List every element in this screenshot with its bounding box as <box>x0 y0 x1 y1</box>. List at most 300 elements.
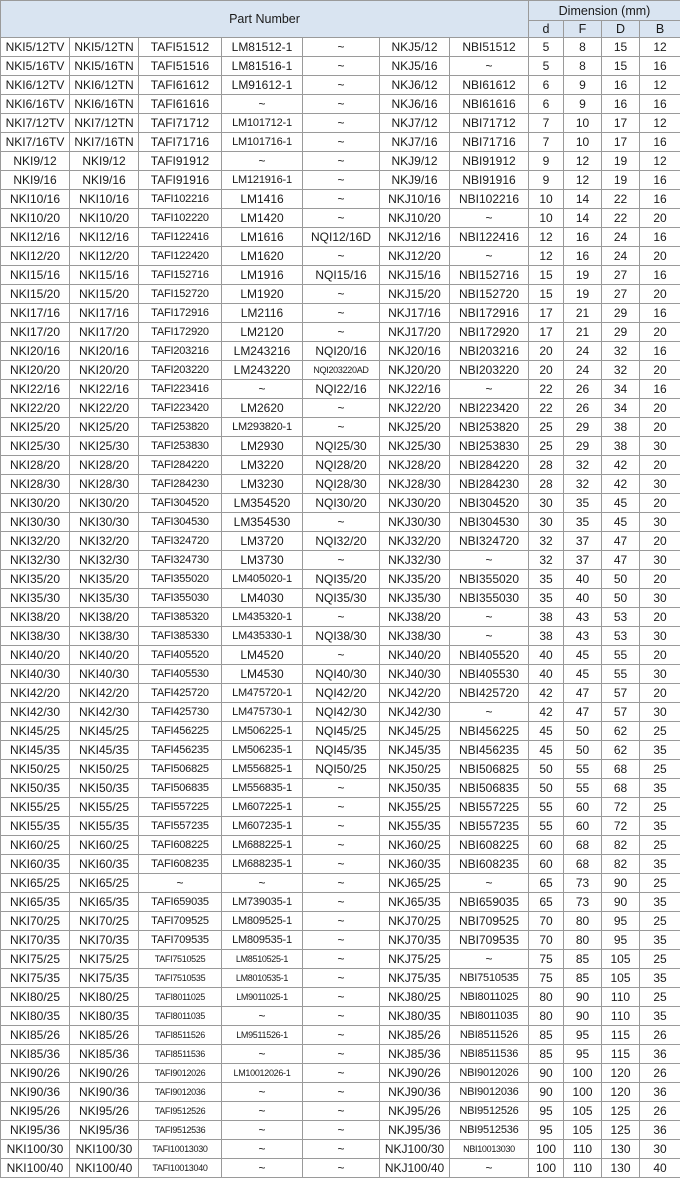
nqi-cell: NQI203220AD <box>303 361 380 380</box>
nki-tv-cell: NKI10/16 <box>1 190 70 209</box>
nki-tn-cell: NKI55/25 <box>70 798 139 817</box>
nkj-cell: NKJ10/20 <box>380 209 450 228</box>
dim-d-cell: 22 <box>529 399 564 418</box>
nqi-cell: ~ <box>303 988 380 1007</box>
tafi-cell: TAFI9512526 <box>139 1102 222 1121</box>
nki-tv-cell: NKI7/16TV <box>1 133 70 152</box>
nkj-cell: NKJ100/30 <box>380 1140 450 1159</box>
dim-d-header: d <box>529 21 564 38</box>
dim-outer-d-cell: 27 <box>602 266 640 285</box>
tafi-cell: TAFI91912 <box>139 152 222 171</box>
nkj-cell: NKJ55/25 <box>380 798 450 817</box>
tafi-cell: TAFI8011025 <box>139 988 222 1007</box>
dim-b-cell: 25 <box>640 950 680 969</box>
dim-b-cell: 20 <box>640 418 680 437</box>
dim-outer-d-cell: 24 <box>602 228 640 247</box>
nki-tn-cell: NKI7/12TN <box>70 114 139 133</box>
nbi-cell: NBI709535 <box>450 931 529 950</box>
dim-b-cell: 25 <box>640 874 680 893</box>
nki-tv-cell: NKI85/26 <box>1 1026 70 1045</box>
nki-tn-cell: NKI70/25 <box>70 912 139 931</box>
nki-tn-cell: NKI28/30 <box>70 475 139 494</box>
nkj-cell: NKJ12/20 <box>380 247 450 266</box>
dim-b-cell: 12 <box>640 152 680 171</box>
lm-cell: LM405020-1 <box>222 570 303 589</box>
dim-outer-d-cell: 29 <box>602 323 640 342</box>
lm-cell: LM3720 <box>222 532 303 551</box>
nki-tv-cell: NKI60/35 <box>1 855 70 874</box>
dim-b-cell: 25 <box>640 798 680 817</box>
nki-tv-cell: NKI9/12 <box>1 152 70 171</box>
lm-cell: ~ <box>222 1159 303 1178</box>
table-row <box>1 608 680 627</box>
dim-outer-d-cell: 17 <box>602 133 640 152</box>
dim-b-cell: 35 <box>640 931 680 950</box>
nkj-cell: NKJ7/12 <box>380 114 450 133</box>
table-row <box>1 1102 680 1121</box>
nqi-cell: NQI42/20 <box>303 684 380 703</box>
nkj-cell: NKJ65/25 <box>380 874 450 893</box>
nkj-cell: NKJ17/16 <box>380 304 450 323</box>
dim-outer-d-cell: 29 <box>602 304 640 323</box>
nkj-cell: NKJ80/35 <box>380 1007 450 1026</box>
nbi-cell: NBI8011025 <box>450 988 529 1007</box>
nbi-cell: NBI304530 <box>450 513 529 532</box>
nqi-cell: NQI12/16D <box>303 228 380 247</box>
dim-f-cell: 95 <box>564 1045 602 1064</box>
nki-tn-cell: NKI7/16TN <box>70 133 139 152</box>
dim-d-cell: 100 <box>529 1140 564 1159</box>
nqi-cell: ~ <box>303 1102 380 1121</box>
lm-cell: LM556835-1 <box>222 779 303 798</box>
nki-tn-cell: NKI35/20 <box>70 570 139 589</box>
dim-f-cell: 21 <box>564 304 602 323</box>
nkj-cell: NKJ42/20 <box>380 684 450 703</box>
nbi-cell: NBI9012036 <box>450 1083 529 1102</box>
nki-tv-cell: NKI10/20 <box>1 209 70 228</box>
nki-tv-cell: NKI6/16TV <box>1 95 70 114</box>
dim-outer-d-cell: 34 <box>602 399 640 418</box>
nkj-cell: NKJ15/20 <box>380 285 450 304</box>
dim-f-cell: 9 <box>564 76 602 95</box>
nki-tn-cell: NKI12/16 <box>70 228 139 247</box>
dim-f-cell: 100 <box>564 1064 602 1083</box>
table-row <box>1 551 680 570</box>
lm-cell: LM809525-1 <box>222 912 303 931</box>
dim-outer-d-cell: 16 <box>602 76 640 95</box>
dim-d-cell: 5 <box>529 38 564 57</box>
dim-d-cell: 15 <box>529 285 564 304</box>
nki-tn-cell: NKI28/20 <box>70 456 139 475</box>
dim-d-cell: 10 <box>529 190 564 209</box>
dim-d-cell: 50 <box>529 779 564 798</box>
nki-tn-cell: NKI9/12 <box>70 152 139 171</box>
dim-f-cell: 12 <box>564 152 602 171</box>
nki-tn-cell: NKI45/25 <box>70 722 139 741</box>
dim-d-cell: 6 <box>529 95 564 114</box>
dim-f-header: F <box>564 21 602 38</box>
lm-cell: LM4030 <box>222 589 303 608</box>
table-row <box>1 836 680 855</box>
table-row <box>1 133 680 152</box>
lm-cell: LM2120 <box>222 323 303 342</box>
nbi-cell: NBI172920 <box>450 323 529 342</box>
nki-tn-cell: NKI85/36 <box>70 1045 139 1064</box>
nki-tv-cell: NKI45/35 <box>1 741 70 760</box>
nkj-cell: NKJ45/35 <box>380 741 450 760</box>
lm-cell: LM91612-1 <box>222 76 303 95</box>
nki-tn-cell: NKI5/12TN <box>70 38 139 57</box>
nbi-cell: NBI253820 <box>450 418 529 437</box>
table-row <box>1 323 680 342</box>
dim-outer-d-cell: 72 <box>602 817 640 836</box>
dim-outer-d-cell: 45 <box>602 494 640 513</box>
nqi-cell: ~ <box>303 1026 380 1045</box>
dim-d-cell: 22 <box>529 380 564 399</box>
nki-tv-cell: NKI25/30 <box>1 437 70 456</box>
lm-cell: LM3220 <box>222 456 303 475</box>
nkj-cell: NKJ85/36 <box>380 1045 450 1064</box>
nki-tv-cell: NKI100/40 <box>1 1159 70 1178</box>
dim-outer-d-cell: 72 <box>602 798 640 817</box>
nqi-cell: ~ <box>303 76 380 95</box>
dim-b-cell: 25 <box>640 912 680 931</box>
nkj-cell: NKJ40/30 <box>380 665 450 684</box>
tafi-cell: TAFI425720 <box>139 684 222 703</box>
nki-tn-cell: NKI25/20 <box>70 418 139 437</box>
lm-cell: LM354530 <box>222 513 303 532</box>
nbi-cell: NBI304520 <box>450 494 529 513</box>
lm-cell: LM475730-1 <box>222 703 303 722</box>
nqi-cell: NQI38/30 <box>303 627 380 646</box>
dim-f-cell: 40 <box>564 570 602 589</box>
nkj-cell: NKJ25/20 <box>380 418 450 437</box>
tafi-cell: TAFI8011035 <box>139 1007 222 1026</box>
nqi-cell: NQI28/20 <box>303 456 380 475</box>
dim-f-cell: 47 <box>564 684 602 703</box>
tafi-cell: TAFI355030 <box>139 589 222 608</box>
dim-f-cell: 68 <box>564 855 602 874</box>
nki-tv-cell: NKI9/16 <box>1 171 70 190</box>
nbi-cell: NBI709525 <box>450 912 529 931</box>
nkj-cell: NKJ50/25 <box>380 760 450 779</box>
nki-tn-cell: NKI5/16TN <box>70 57 139 76</box>
nbi-cell: NBI7510535 <box>450 969 529 988</box>
nki-tv-cell: NKI15/16 <box>1 266 70 285</box>
dim-d-cell: 60 <box>529 836 564 855</box>
nbi-cell: ~ <box>450 950 529 969</box>
dim-b-cell: 35 <box>640 779 680 798</box>
nqi-cell: ~ <box>303 209 380 228</box>
dim-outer-d-cell: 125 <box>602 1121 640 1140</box>
nkj-cell: NKJ70/25 <box>380 912 450 931</box>
dim-f-cell: 24 <box>564 342 602 361</box>
nbi-cell: ~ <box>450 1159 529 1178</box>
dim-f-cell: 45 <box>564 665 602 684</box>
dim-outer-d-cell: 32 <box>602 361 640 380</box>
nbi-cell: NBI8511536 <box>450 1045 529 1064</box>
table-row <box>1 57 680 76</box>
table-row <box>1 988 680 1007</box>
tafi-cell: TAFI8511526 <box>139 1026 222 1045</box>
nki-tn-cell: NKI6/16TN <box>70 95 139 114</box>
nki-tv-cell: NKI80/25 <box>1 988 70 1007</box>
nki-tn-cell: NKI17/20 <box>70 323 139 342</box>
nkj-cell: NKJ38/20 <box>380 608 450 627</box>
dim-outer-d-cell: 47 <box>602 532 640 551</box>
nbi-cell: ~ <box>450 247 529 266</box>
nki-tv-cell: NKI50/35 <box>1 779 70 798</box>
nki-tn-cell: NKI10/16 <box>70 190 139 209</box>
tafi-cell: TAFI253820 <box>139 418 222 437</box>
lm-cell: LM2930 <box>222 437 303 456</box>
nki-tv-cell: NKI75/35 <box>1 969 70 988</box>
table-row <box>1 437 680 456</box>
lm-cell: ~ <box>222 95 303 114</box>
nbi-cell: NBI506835 <box>450 779 529 798</box>
nki-tn-cell: NKI80/25 <box>70 988 139 1007</box>
dim-b-header: B <box>640 21 680 38</box>
dim-outer-d-cell: 90 <box>602 893 640 912</box>
nkj-cell: NKJ6/12 <box>380 76 450 95</box>
dim-outer-d-cell: 62 <box>602 722 640 741</box>
nqi-cell: ~ <box>303 1159 380 1178</box>
nbi-cell: ~ <box>450 627 529 646</box>
nki-tv-cell: NKI80/35 <box>1 1007 70 1026</box>
nqi-cell: ~ <box>303 855 380 874</box>
nki-tn-cell: NKI95/36 <box>70 1121 139 1140</box>
lm-cell: LM739035-1 <box>222 893 303 912</box>
dim-outer-d-cell: 15 <box>602 57 640 76</box>
dim-f-cell: 105 <box>564 1121 602 1140</box>
dim-b-cell: 30 <box>640 475 680 494</box>
nkj-cell: NKJ5/12 <box>380 38 450 57</box>
tafi-cell: TAFI61612 <box>139 76 222 95</box>
dim-d-cell: 35 <box>529 589 564 608</box>
nqi-cell: ~ <box>303 513 380 532</box>
dim-outer-d-cell: 15 <box>602 38 640 57</box>
nqi-cell: ~ <box>303 171 380 190</box>
nki-tv-cell: NKI70/35 <box>1 931 70 950</box>
dim-d-cell: 40 <box>529 646 564 665</box>
nbi-cell: NBI91916 <box>450 171 529 190</box>
nqi-cell: NQI20/16 <box>303 342 380 361</box>
dim-b-cell: 40 <box>640 1159 680 1178</box>
lm-cell: LM243216 <box>222 342 303 361</box>
nki-tn-cell: NKI85/26 <box>70 1026 139 1045</box>
dim-f-cell: 29 <box>564 418 602 437</box>
dim-f-cell: 21 <box>564 323 602 342</box>
nkj-cell: NKJ35/20 <box>380 570 450 589</box>
nkj-cell: NKJ40/20 <box>380 646 450 665</box>
dim-outer-d-cell: 115 <box>602 1026 640 1045</box>
dim-outer-d-cell: 110 <box>602 1007 640 1026</box>
tafi-cell: TAFI10013030 <box>139 1140 222 1159</box>
nbi-cell: NBI425720 <box>450 684 529 703</box>
lm-cell: LM101712-1 <box>222 114 303 133</box>
dim-outer-d-cell: 120 <box>602 1083 640 1102</box>
nbi-cell: NBI91912 <box>450 152 529 171</box>
lm-cell: LM9011025-1 <box>222 988 303 1007</box>
dim-f-cell: 80 <box>564 912 602 931</box>
nkj-cell: NKJ95/26 <box>380 1102 450 1121</box>
tafi-cell: TAFI102216 <box>139 190 222 209</box>
nbi-cell: ~ <box>450 57 529 76</box>
dim-d-cell: 17 <box>529 323 564 342</box>
dim-d-cell: 17 <box>529 304 564 323</box>
tafi-cell: TAFI9512536 <box>139 1121 222 1140</box>
lm-cell: LM688225-1 <box>222 836 303 855</box>
tafi-cell: TAFI284220 <box>139 456 222 475</box>
dim-f-cell: 12 <box>564 171 602 190</box>
lm-cell: LM4530 <box>222 665 303 684</box>
table-row <box>1 228 680 247</box>
dim-outer-d-cell: 57 <box>602 684 640 703</box>
table-row <box>1 855 680 874</box>
nkj-cell: NKJ90/26 <box>380 1064 450 1083</box>
table-row <box>1 380 680 399</box>
nki-tn-cell: NKI20/20 <box>70 361 139 380</box>
nbi-cell: NBI405530 <box>450 665 529 684</box>
nki-tv-cell: NKI22/20 <box>1 399 70 418</box>
nqi-cell: ~ <box>303 1140 380 1159</box>
dim-outer-d-cell: 19 <box>602 152 640 171</box>
dim-b-cell: 16 <box>640 228 680 247</box>
nki-tn-cell: NKI35/30 <box>70 589 139 608</box>
lm-cell: LM1916 <box>222 266 303 285</box>
nkj-cell: NKJ6/16 <box>380 95 450 114</box>
table-row <box>1 893 680 912</box>
nbi-cell: NBI71716 <box>450 133 529 152</box>
dim-b-cell: 20 <box>640 570 680 589</box>
nkj-cell: NKJ9/12 <box>380 152 450 171</box>
tafi-cell: TAFI608225 <box>139 836 222 855</box>
nki-tn-cell: NKI65/25 <box>70 874 139 893</box>
dim-outer-d-cell: 38 <box>602 437 640 456</box>
lm-cell: ~ <box>222 1121 303 1140</box>
tafi-cell: ~ <box>139 874 222 893</box>
dim-outer-d-cell: 38 <box>602 418 640 437</box>
table-row <box>1 589 680 608</box>
lm-cell: LM435330-1 <box>222 627 303 646</box>
lm-cell: ~ <box>222 1045 303 1064</box>
nki-tn-cell: NKI15/16 <box>70 266 139 285</box>
tafi-cell: TAFI659035 <box>139 893 222 912</box>
nbi-cell: NBI203220 <box>450 361 529 380</box>
lm-cell: LM607235-1 <box>222 817 303 836</box>
table-row <box>1 285 680 304</box>
nqi-cell: ~ <box>303 893 380 912</box>
table-row <box>1 266 680 285</box>
dim-outer-d-cell: 50 <box>602 589 640 608</box>
table-row <box>1 741 680 760</box>
dim-f-cell: 55 <box>564 760 602 779</box>
nki-tv-cell: NKI40/30 <box>1 665 70 684</box>
dim-b-cell: 20 <box>640 247 680 266</box>
lm-cell: ~ <box>222 874 303 893</box>
table-row <box>1 646 680 665</box>
nbi-cell: ~ <box>450 874 529 893</box>
dim-f-cell: 16 <box>564 228 602 247</box>
nbi-cell: NBI557225 <box>450 798 529 817</box>
nqi-cell: ~ <box>303 38 380 57</box>
nkj-cell: NKJ22/16 <box>380 380 450 399</box>
nki-tn-cell: NKI80/35 <box>70 1007 139 1026</box>
table-row <box>1 38 680 57</box>
nqi-cell: NQI35/20 <box>303 570 380 589</box>
dim-b-cell: 12 <box>640 114 680 133</box>
dim-f-cell: 32 <box>564 456 602 475</box>
nkj-cell: NKJ32/30 <box>380 551 450 570</box>
nbi-cell: NBI355030 <box>450 589 529 608</box>
nki-tv-cell: NKI12/16 <box>1 228 70 247</box>
dim-f-cell: 16 <box>564 247 602 266</box>
nqi-cell: ~ <box>303 931 380 950</box>
tafi-cell: TAFI405520 <box>139 646 222 665</box>
dim-b-cell: 16 <box>640 380 680 399</box>
nqi-cell: ~ <box>303 1121 380 1140</box>
tafi-cell: TAFI9012026 <box>139 1064 222 1083</box>
dim-f-cell: 29 <box>564 437 602 456</box>
nkj-cell: NKJ38/30 <box>380 627 450 646</box>
nki-tn-cell: NKI22/20 <box>70 399 139 418</box>
table-row <box>1 874 680 893</box>
dim-f-cell: 90 <box>564 1007 602 1026</box>
tafi-cell: TAFI51516 <box>139 57 222 76</box>
nki-tv-cell: NKI7/12TV <box>1 114 70 133</box>
table-row <box>1 1083 680 1102</box>
dim-b-cell: 35 <box>640 1007 680 1026</box>
dim-d-cell: 42 <box>529 684 564 703</box>
dim-f-cell: 73 <box>564 874 602 893</box>
table-row <box>1 912 680 931</box>
nki-tn-cell: NKI75/35 <box>70 969 139 988</box>
nbi-cell: NBI61616 <box>450 95 529 114</box>
dim-outer-d-cell: 53 <box>602 627 640 646</box>
dim-f-cell: 95 <box>564 1026 602 1045</box>
nki-tn-cell: NKI42/20 <box>70 684 139 703</box>
lm-cell: LM9511526-1 <box>222 1026 303 1045</box>
dim-f-cell: 90 <box>564 988 602 1007</box>
dim-outer-d-cell: 130 <box>602 1159 640 1178</box>
dim-f-cell: 110 <box>564 1159 602 1178</box>
nqi-cell: NQI35/30 <box>303 589 380 608</box>
dim-outer-d-cell: 110 <box>602 988 640 1007</box>
nkj-cell: NKJ22/20 <box>380 399 450 418</box>
dim-d-cell: 32 <box>529 532 564 551</box>
nqi-cell: NQI30/20 <box>303 494 380 513</box>
dim-d-cell: 28 <box>529 456 564 475</box>
dim-d-cell: 60 <box>529 855 564 874</box>
nbi-cell: NBI10013030 <box>450 1140 529 1159</box>
table-row <box>1 190 680 209</box>
dim-b-cell: 36 <box>640 1045 680 1064</box>
dim-f-cell: 14 <box>564 209 602 228</box>
lm-cell: ~ <box>222 1083 303 1102</box>
dim-outer-d-cell: 120 <box>602 1064 640 1083</box>
nkj-cell: NKJ5/16 <box>380 57 450 76</box>
nqi-cell: ~ <box>303 912 380 931</box>
table-row <box>1 1045 680 1064</box>
dim-b-cell: 30 <box>640 589 680 608</box>
lm-cell: LM10012026-1 <box>222 1064 303 1083</box>
table-row <box>1 570 680 589</box>
dim-d-cell: 70 <box>529 931 564 950</box>
nqi-cell: ~ <box>303 323 380 342</box>
nki-tv-cell: NKI65/35 <box>1 893 70 912</box>
dim-outer-d-cell: 62 <box>602 741 640 760</box>
nki-tv-cell: NKI32/20 <box>1 532 70 551</box>
